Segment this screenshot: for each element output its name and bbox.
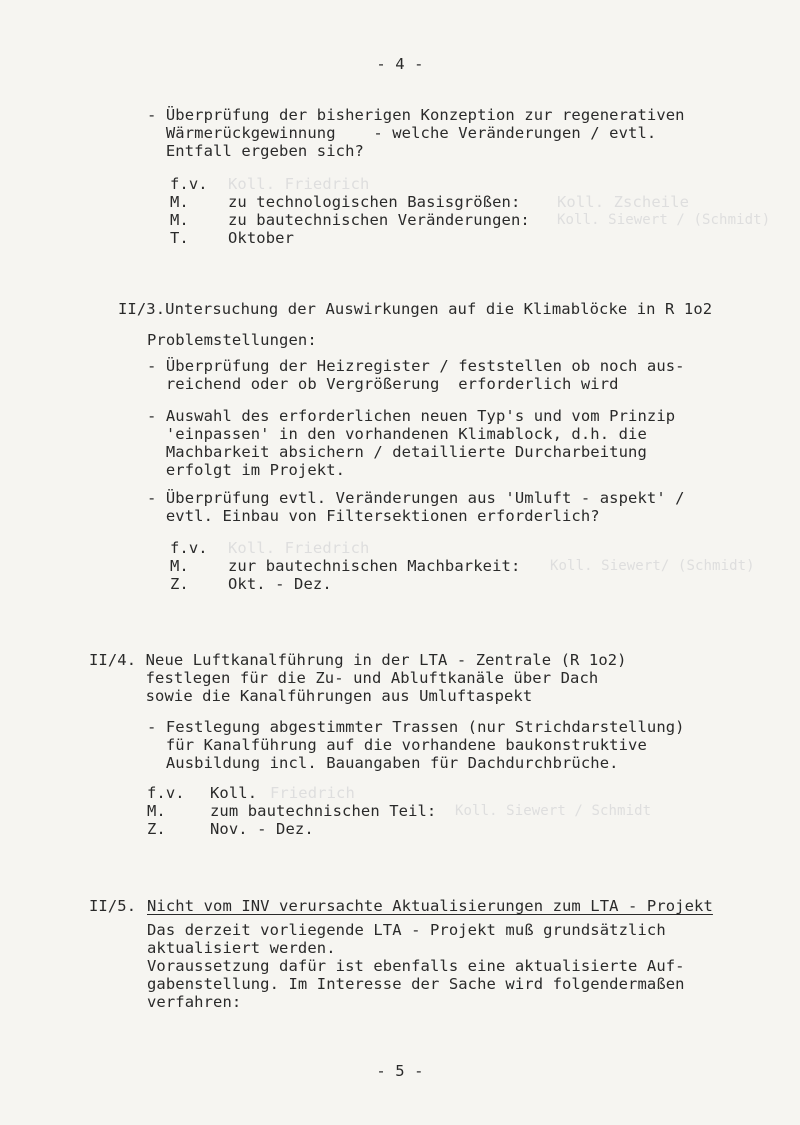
section2-fv-label: f.v. <box>170 539 208 557</box>
section1-m1-ghost: Koll. Zscheile <box>557 193 690 211</box>
section1-m2-ghost: Koll. Siewert / (Schmidt) <box>557 212 771 228</box>
section1-line-2: Wärmerückgewinnung - welche Veränderungen / evtl. <box>147 124 657 142</box>
section1-m2-label: M. <box>170 211 189 229</box>
section4-number: II/5. <box>89 897 137 915</box>
section2-bullet2-line-3: Machbarkeit absichern / detaillierte Durcharbeitung <box>147 443 647 461</box>
section2-heading: II/3.Untersuchung der Auswirkungen auf die Klimablöcke in R 1o2 <box>118 300 713 318</box>
section1-fv-label: f.v. <box>170 175 208 193</box>
section2-bullet3-line-1: - Überprüfung evtl. Veränderungen aus 'Umluft - aspekt' / <box>147 489 685 507</box>
section1-t-text: Oktober <box>228 229 295 247</box>
section2-m-label: M. <box>170 557 189 575</box>
section3-z-label: Z. <box>147 820 166 838</box>
section4-line-2: aktualisiert werden. <box>147 939 336 957</box>
section2-problem-heading: Problemstellungen: <box>147 331 317 349</box>
section3-m-ghost: Koll. Siewert / Schmidt <box>455 803 652 819</box>
section3-line-3: sowie die Kanalführungen aus Umluftaspekt <box>89 687 533 705</box>
section2-m-text: zur bautechnischen Machbarkeit: <box>228 557 521 575</box>
section3-m-text: zum bautechnischen Teil: <box>210 802 437 820</box>
section4-line-4: gabenstellung. Im Interesse der Sache wird folgendermaßen <box>147 975 685 993</box>
section3-fv-ghost: Friedrich <box>270 784 355 802</box>
section3-fv-label: f.v. <box>147 784 185 802</box>
section1-line-1: - Überprüfung der bisherigen Konzeption zur regenerativen <box>147 106 685 124</box>
section2-fv-ghost: Koll. Friedrich <box>228 539 370 557</box>
section1-t-label: T. <box>170 229 189 247</box>
section1-m1-text: zu technologischen Basisgrößen: <box>228 193 521 211</box>
section3-z-text: Nov. - Dez. <box>210 820 314 838</box>
section4-title: Nicht vom INV verursachte Aktualisierungen zum LTA - Projekt <box>147 897 713 915</box>
section4-line-5: verfahren: <box>147 993 242 1011</box>
section4-line-1: Das derzeit vorliegende LTA - Projekt muß grundsätzlich <box>147 921 666 939</box>
section2-z-text: Okt. - Dez. <box>228 575 332 593</box>
section3-line-1: II/4. Neue Luftkanalführung in der LTA - Zentrale (R 1o2) <box>89 651 627 669</box>
section2-m-ghost: Koll. Siewert/ (Schmidt) <box>550 558 755 574</box>
next-page-number: - 5 - <box>376 1062 424 1080</box>
section1-fv-ghost: Koll. Friedrich <box>228 175 370 193</box>
section2-bullet2-line-2: 'einpassen' in den vorhandenen Klimablock, d.h. die <box>147 425 647 443</box>
section3-bullet-line-2: für Kanalführung auf die vorhandene baukonstruktive <box>147 736 647 754</box>
page-number: - 4 - <box>376 55 424 73</box>
section2-bullet1-line-1: - Überprüfung der Heizregister / feststellen ob noch aus- <box>147 357 685 375</box>
section1-m2-text: zu bautechnischen Veränderungen: <box>228 211 530 229</box>
section3-bullet-line-3: Ausbildung incl. Bauangaben für Dachdurchbrüche. <box>147 754 619 772</box>
section2-bullet3-line-2: evtl. Einbau von Filtersektionen erforderlich? <box>147 507 600 525</box>
section2-bullet1-line-2: reichend oder ob Vergrößerung erforderlich wird <box>147 375 619 393</box>
section1-line-3: Entfall ergeben sich? <box>147 142 364 160</box>
section3-m-label: M. <box>147 802 166 820</box>
section2-bullet2-line-1: - Auswahl des erforderlichen neuen Typ's und vom Prinzip <box>147 407 676 425</box>
section2-z-label: Z. <box>170 575 189 593</box>
section3-line-2: festlegen für die Zu- und Abluftkanäle über Dach <box>89 669 599 687</box>
section2-bullet2-line-4: erfolgt im Projekt. <box>147 461 346 479</box>
section1-m1-label: M. <box>170 193 189 211</box>
section3-fv-text: Koll. <box>210 784 258 802</box>
section4-line-3: Voraussetzung dafür ist ebenfalls eine aktualisierte Auf- <box>147 957 685 975</box>
section3-bullet-line-1: - Festlegung abgestimmter Trassen (nur Strichdarstellung) <box>147 718 685 736</box>
